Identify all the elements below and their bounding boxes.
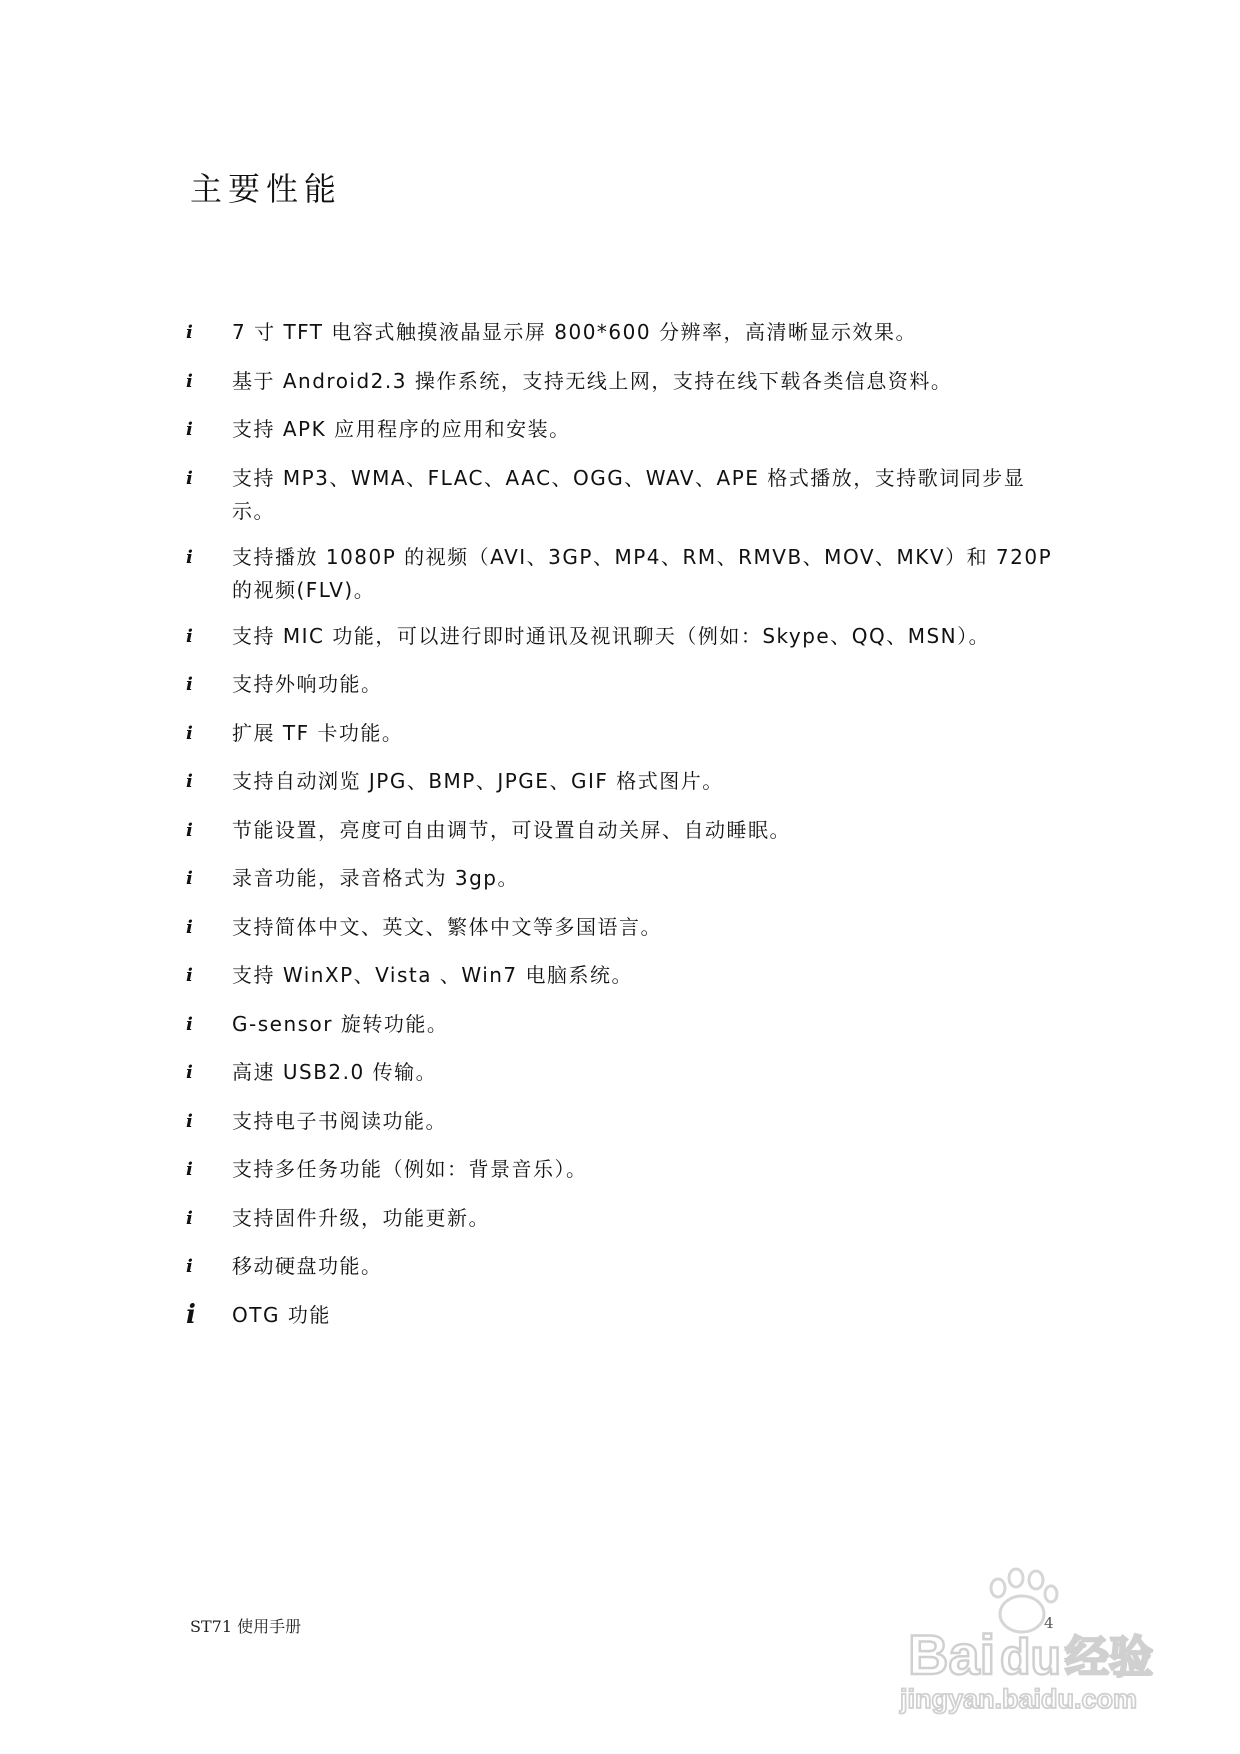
bullet-icon: i [186, 722, 195, 744]
feature-text: 节能设置，亮度可自由调节，可设置自动关屏、自动睡眠。 [232, 817, 791, 842]
feature-text: 支持简体中文、英文、繁体中文等多国语言。 [232, 914, 662, 939]
bullet-icon: i [186, 467, 195, 489]
bullet-icon: i [186, 1159, 195, 1180]
feature-item [186, 1105, 1066, 1138]
feature-item [186, 1299, 1066, 1332]
paw-logo-icon [991, 1569, 1057, 1632]
bullet-icon: i [186, 370, 195, 392]
feature-text: 支持电子书阅读功能。 [232, 1108, 447, 1133]
feature-text: 扩展 TF 卡功能。 [232, 720, 404, 745]
feature-item [186, 413, 1066, 446]
feature-item [186, 862, 1066, 895]
bullet-icon: i [186, 819, 195, 841]
feature-item [186, 717, 1066, 750]
bullet-icon: i [186, 1207, 195, 1229]
feature-item [186, 814, 1066, 847]
feature-item [186, 668, 1066, 701]
feature-item [186, 620, 1066, 653]
feature-text: 7 寸 TFT 电容式触摸液晶显示屏 800*600 分辨率，高清晰显示效果。 [232, 320, 917, 344]
feature-text: 支持多任务功能（例如：背景音乐）。 [232, 1157, 588, 1181]
feature-text: 支持自动浏览 JPG、BMP、JPGE、GIF 格式图片。 [232, 769, 724, 793]
bullet-icon: i [186, 625, 195, 647]
feature-item [186, 1008, 1066, 1041]
bullet-icon: i [186, 868, 195, 889]
bullet-icon: i [186, 1062, 195, 1083]
feature-item [186, 1202, 1066, 1235]
feature-text: 支持固件升级，功能更新。 [232, 1205, 490, 1230]
bullet-icon: i [186, 419, 195, 440]
page-title: 主要性能 [190, 170, 343, 208]
feature-item [186, 1056, 1066, 1089]
page-number: 4 [1044, 1614, 1054, 1632]
feature-text: 支持 MIC 功能，可以进行即时通讯及视讯聊天（例如：Skype、QQ、MSN）。 [232, 623, 991, 648]
bullet-icon: i [186, 546, 195, 568]
bullet-icon: i [186, 674, 195, 695]
bullet-icon: i [186, 771, 195, 792]
feature-item [186, 1250, 1066, 1283]
feature-text: 支持 MP3、WMA、FLAC、AAC、OGG、WAV、APE 格式播放，支持歌词同步显示。 [232, 465, 1026, 523]
bullet-icon: i [186, 965, 195, 986]
bullet-icon: i [186, 1110, 195, 1132]
feature-text: OTG 功能 [232, 1302, 331, 1327]
feature-item [186, 316, 1066, 349]
footer-manual-label: ST71 使用手册 [190, 1617, 302, 1636]
bullet-icon: i [186, 1256, 195, 1277]
watermark-url: jingyan.baidu.com [900, 1684, 1138, 1714]
bullet-icon: i [186, 1299, 198, 1330]
feature-text: 高速 USB2.0 传输。 [232, 1060, 438, 1084]
feature-text: 移动硬盘功能。 [232, 1254, 383, 1278]
feature-item [186, 911, 1066, 944]
feature-item [186, 959, 1066, 992]
feature-item [186, 365, 1066, 398]
feature-text: 支持 WinXP、Vista 、Win7 电脑系统。 [232, 963, 634, 987]
watermark-brand-left: Bai [908, 1623, 996, 1686]
feature-text: G-sensor 旋转功能。 [232, 1011, 449, 1036]
feature-item [186, 1153, 1066, 1186]
feature-item [186, 765, 1066, 798]
bullet-icon: i [186, 322, 195, 343]
feature-item [186, 462, 1066, 528]
feature-text: 基于 Android2.3 操作系统，支持无线上网，支持在线下载各类信息资料。 [232, 368, 953, 393]
feature-text: 支持播放 1080P 的视频（AVI、3GP、MP4、RM、RMVB、MOV、MKV）和 720P 的视频(FLV)。 [232, 544, 1053, 602]
feature-text: 支持 APK 应用程序的应用和安装。 [232, 417, 571, 441]
watermark-product: 经验 [1065, 1632, 1153, 1683]
baidu-jingyan-watermark [880, 1566, 1170, 1716]
bullet-icon: i [186, 916, 195, 938]
feature-text: 录音功能，录音格式为 3gp。 [232, 866, 519, 890]
feature-text: 支持外响功能。 [232, 672, 383, 696]
feature-list [186, 316, 1066, 1347]
feature-item [186, 541, 1066, 607]
watermark-brand-right: du [1000, 1629, 1062, 1685]
bullet-icon: i [186, 1013, 195, 1035]
